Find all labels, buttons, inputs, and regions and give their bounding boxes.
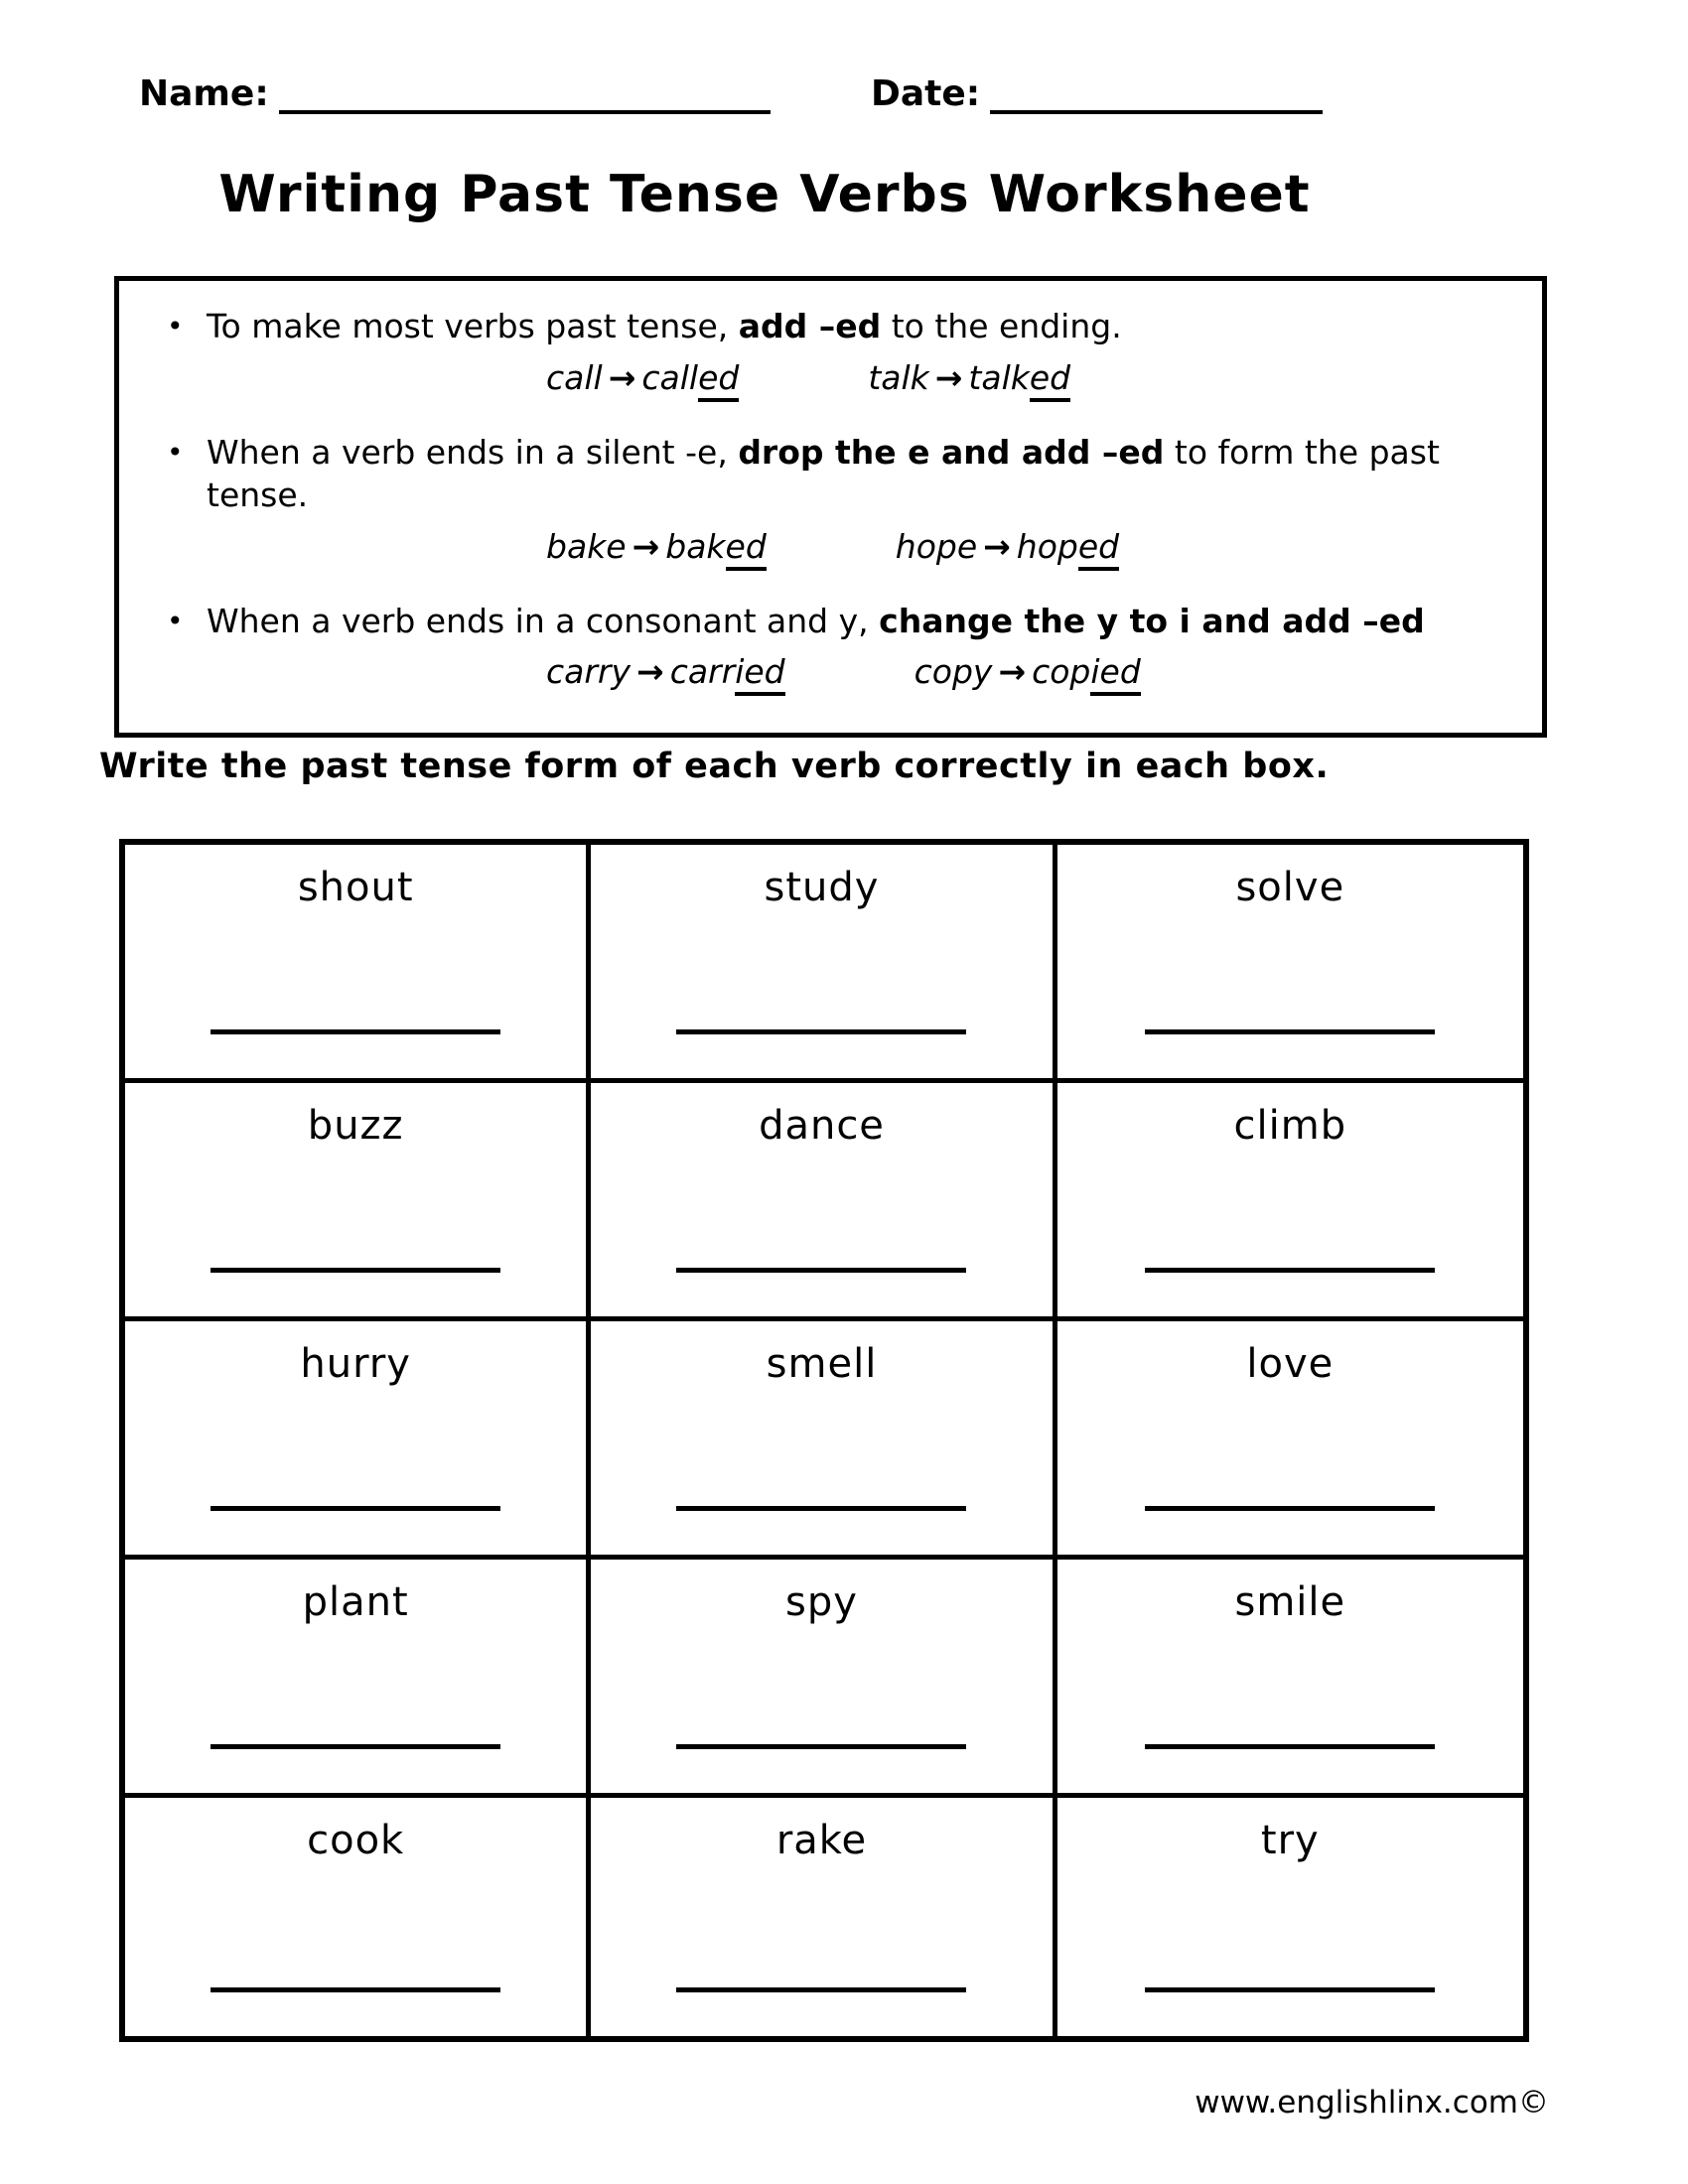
rules-box <box>114 276 1547 738</box>
verb-cell <box>591 1798 1056 2036</box>
answer-blank[interactable] <box>211 1268 500 1273</box>
name-label: Name: <box>139 73 269 114</box>
arrow-icon: → <box>934 357 963 397</box>
example-past-suffix: ied <box>735 652 784 696</box>
example-base: carry <box>546 652 632 692</box>
date-field-group <box>871 73 1323 114</box>
rule-examples <box>546 358 1512 397</box>
verb-label: study <box>764 865 880 910</box>
verb-cell <box>1057 1321 1523 1560</box>
example-past-suffix: ed <box>1078 527 1119 571</box>
verb-label: spy <box>785 1579 858 1625</box>
example-pair <box>546 358 739 397</box>
verb-label: buzz <box>307 1103 404 1149</box>
name-field-group <box>139 73 771 114</box>
rule-text <box>207 431 1448 517</box>
example-past-stem: cop <box>1032 652 1091 692</box>
rule-examples <box>546 527 1512 566</box>
answer-blank[interactable] <box>676 1268 966 1273</box>
answer-blank[interactable] <box>1145 1268 1435 1273</box>
bullet-icon: • <box>167 604 184 637</box>
verb-label: cook <box>307 1818 405 1863</box>
rule-item <box>149 600 1512 643</box>
verb-label: try <box>1260 1818 1320 1863</box>
arrow-icon: → <box>636 652 664 692</box>
arrow-icon: → <box>983 526 1011 566</box>
example-past-stem: bak <box>665 526 726 566</box>
answer-blank[interactable] <box>1145 1987 1435 1992</box>
verb-label: smell <box>766 1341 878 1387</box>
rule-text-pre: When a verb ends in a consonant and y, <box>207 601 880 640</box>
rule-text-bold: drop the e and add –ed <box>738 432 1165 472</box>
rule-text-post: to the ending. <box>881 307 1122 345</box>
bullet-icon: • <box>167 435 184 469</box>
verb-cell <box>1057 1560 1523 1798</box>
verb-cell <box>591 1321 1056 1560</box>
bullet-icon: • <box>167 310 184 342</box>
arrow-icon: → <box>998 652 1027 692</box>
example-past-suffix: ied <box>1090 652 1140 696</box>
answer-blank[interactable] <box>676 1506 966 1511</box>
rule-text-pre: To make most verbs past tense, <box>207 307 739 345</box>
verb-cell <box>591 1560 1056 1798</box>
example-past-stem: hop <box>1016 526 1078 566</box>
verb-cell <box>1057 845 1523 1083</box>
example-past-suffix: ed <box>726 527 767 571</box>
footer-credit: www.englishlinx.com© <box>1195 2085 1549 2120</box>
verb-grid <box>119 839 1529 2042</box>
prompt-text: Write the past tense form of each verb correctly in each box. <box>99 747 1330 786</box>
verb-cell <box>1057 1798 1523 2036</box>
answer-blank[interactable] <box>1145 1744 1435 1749</box>
verb-cell <box>125 1321 591 1560</box>
example-base: copy <box>914 652 993 692</box>
name-blank[interactable] <box>279 80 771 114</box>
example-pair <box>914 652 1141 691</box>
example-pair <box>546 652 785 691</box>
verb-cell <box>125 1083 591 1321</box>
verb-label: love <box>1246 1341 1335 1387</box>
rule-text-bold: add –ed <box>738 307 882 345</box>
verb-label: smile <box>1234 1579 1346 1625</box>
example-base: bake <box>546 526 627 566</box>
answer-blank[interactable] <box>211 1029 500 1034</box>
example-pair <box>546 527 767 566</box>
verb-label: rake <box>775 1818 868 1863</box>
example-past-stem: talk <box>968 357 1030 397</box>
date-label: Date: <box>871 73 981 114</box>
answer-blank[interactable] <box>676 1029 966 1034</box>
verb-label: solve <box>1235 865 1345 910</box>
verb-label: hurry <box>300 1341 411 1387</box>
example-pair <box>896 527 1119 566</box>
page-title: Writing Past Tense Verbs Worksheet <box>218 165 1311 224</box>
example-pair <box>868 358 1070 397</box>
answer-blank[interactable] <box>1145 1506 1435 1511</box>
verb-label: dance <box>759 1103 885 1149</box>
date-blank[interactable] <box>990 80 1323 114</box>
rule-text <box>207 305 1122 348</box>
rule-examples <box>546 652 1512 691</box>
verb-label: plant <box>302 1579 409 1625</box>
example-past-stem: call <box>641 357 699 397</box>
rule-item <box>149 305 1512 348</box>
example-past-suffix: ed <box>1030 358 1070 402</box>
verb-cell <box>125 1798 591 2036</box>
arrow-icon: → <box>608 357 636 397</box>
rule-text-pre: When a verb ends in a silent -e, <box>207 432 739 472</box>
rule-item <box>149 431 1512 517</box>
example-base: talk <box>868 357 929 397</box>
rule-text-post: to form the past tense. <box>207 432 1440 515</box>
example-past-stem: carr <box>669 652 736 692</box>
answer-blank[interactable] <box>211 1744 500 1749</box>
answer-blank[interactable] <box>676 1744 966 1749</box>
answer-blank[interactable] <box>676 1987 966 1992</box>
rule-text-bold: change the y to i and add –ed <box>879 601 1425 640</box>
answer-blank[interactable] <box>1145 1029 1435 1034</box>
answer-blank[interactable] <box>211 1987 500 1992</box>
verb-label: shout <box>297 865 414 910</box>
example-base: call <box>546 357 603 397</box>
verb-label: climb <box>1233 1103 1347 1149</box>
verb-cell <box>591 1083 1056 1321</box>
verb-cell <box>125 1560 591 1798</box>
answer-blank[interactable] <box>211 1506 500 1511</box>
verb-cell <box>1057 1083 1523 1321</box>
verb-cell <box>125 845 591 1083</box>
verb-cell <box>591 845 1056 1083</box>
example-base: hope <box>895 526 978 566</box>
rule-text <box>207 600 1425 643</box>
arrow-icon: → <box>632 526 660 566</box>
example-past-suffix: ed <box>698 358 739 402</box>
